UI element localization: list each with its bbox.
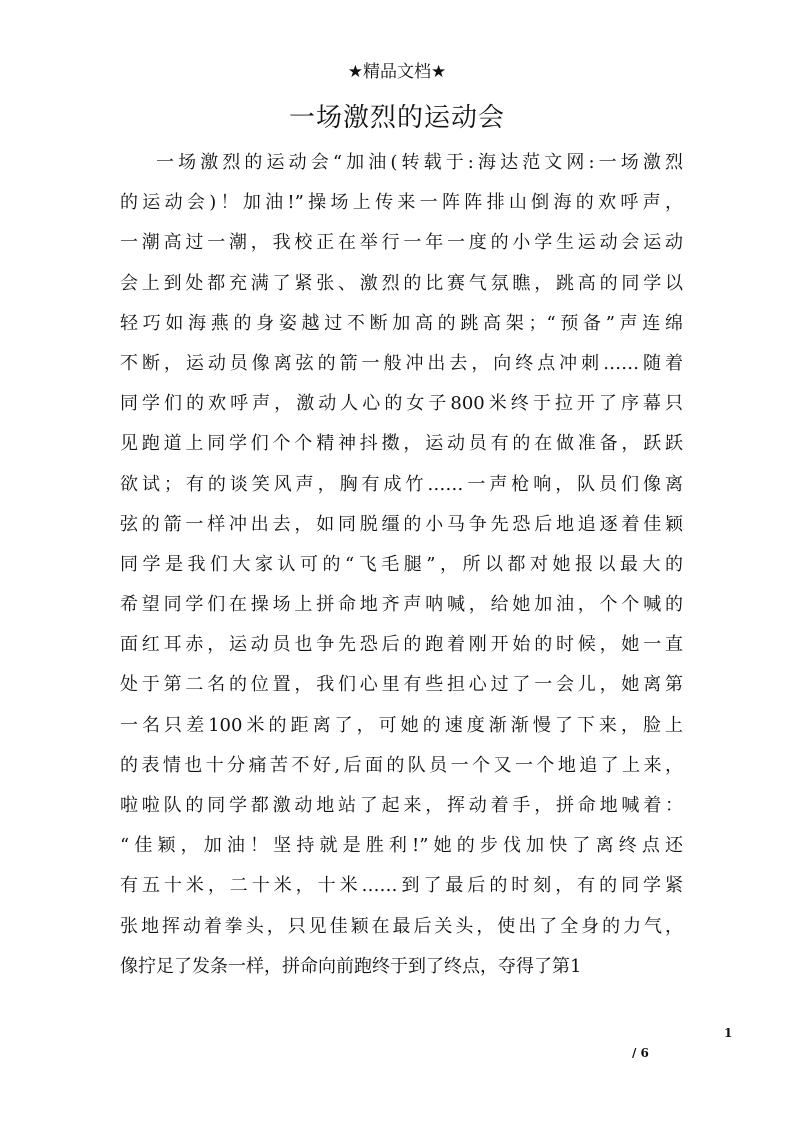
- body-line: 一名只差100米的距离了，可她的速度渐渐慢了下来，脸上: [120, 714, 683, 736]
- article-body: [120, 143, 683, 987]
- body-line: 面红耳赤，运动员也争先恐后的跑着刚开始的时候，她一直: [120, 634, 683, 656]
- body-line: 会上到处都充满了紧张、激烈的比赛气氛瞧，跳高的同学以: [120, 272, 683, 294]
- body-line: 见跑道上同学们个个精神抖擞，运动员有的在做准备，跃跃: [120, 433, 683, 455]
- body-line: 一潮高过一潮，我校正在举行一年一度的小学生运动会运动: [120, 232, 683, 254]
- body-line: 处于第二名的位置，我们心里有些担心过了一会儿，她离第: [120, 674, 683, 696]
- page-title: 一场激烈的运动会: [288, 103, 505, 133]
- body-line: 一场激烈的运动会“加油(转载于:海达范文网:一场激烈: [156, 152, 683, 173]
- body-line: 张地挥动着拳头，只见佳颖在最后关头，使出了全身的力气，: [120, 915, 683, 937]
- document-header: ★精品文档★: [347, 62, 447, 82]
- body-line: 啦啦队的同学都激动地站了起来，挥动着手，拼命地喊着：: [120, 795, 683, 816]
- body-line: 的表情也十分痛苦不好,后面的队员一个又一个地追了上来，: [120, 754, 683, 776]
- body-line: 有五十米，二十米，十米……到了最后的时刻，有的同学紧: [120, 875, 683, 897]
- page-number: 1: [724, 1026, 733, 1040]
- body-line: 同学是我们大家认可的“飞毛腿”，所以都对她报以最大的: [120, 553, 683, 575]
- body-line: 希望同学们在操场上拼命地齐声呐喊，给她加油，个个喊的: [120, 594, 683, 616]
- body-line: 弦的箭一样冲出去，如同脱缰的小马争先恐后地追逐着佳颖: [120, 513, 683, 535]
- body-line: 的运动会)！加油!”操场上传来一阵阵排山倒海的欢呼声，: [120, 192, 683, 214]
- body-line: 欲试；有的谈笑风声，胸有成竹……一声枪响，队员们像离: [120, 473, 683, 495]
- page-count: / 6: [632, 1046, 649, 1060]
- body-line: “佳颖，加油！坚持就是胜利!”她的步伐加快了离终点还: [120, 835, 683, 857]
- body-line: 像拧足了发条一样，拼命向前跑终于到了终点，夺得了第1: [120, 955, 582, 977]
- body-line: 不断，运动员像离弦的箭一般冲出去，向终点冲刺……随着: [120, 352, 683, 374]
- body-line: 同学们的欢呼声，激动人心的女子800米终于拉开了序幕只: [120, 393, 683, 415]
- body-line: 轻巧如海燕的身姿越过不断加高的跳高架；“预备”声连绵: [120, 312, 683, 334]
